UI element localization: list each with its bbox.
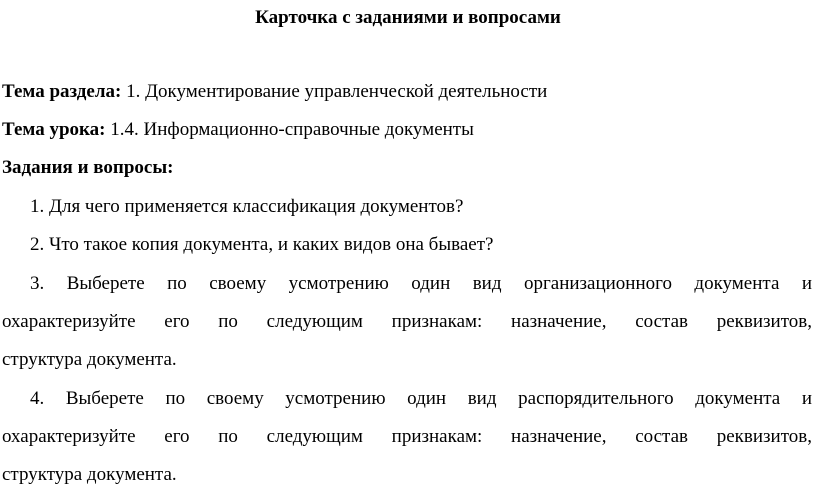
section-topic-label: Тема раздела:: [2, 81, 122, 102]
section-topic-line: [2, 80, 812, 104]
question-3-line-1: 3. Выберете по своему усмотрению один вид организационного документа и: [30, 273, 812, 294]
question-4-line-1: 4. Выберете по своему усмотрению один вид распорядительного документа и: [30, 388, 812, 409]
question-2: 2. Что такое копия документа, и каких видов она бывает?: [30, 234, 494, 255]
section-topic-value: 1. Документирование управленческой деятельности: [121, 81, 548, 102]
lesson-topic-value: 1.4. Информационно-справочные документы: [105, 119, 474, 140]
question-1: 1. Для чего применяется классификация документов?: [30, 196, 464, 217]
question-3-line-2: охарактеризуйте его по следующим признакам: назначение, состав реквизитов,: [2, 311, 812, 332]
tasks-heading: Задания и вопросы:: [2, 157, 174, 178]
lesson-topic-label: Тема урока:: [2, 119, 106, 140]
lesson-topic-line: [2, 118, 812, 142]
question-4-line-2: охарактеризуйте его по следующим признакам: назначение, состав реквизитов,: [2, 426, 812, 447]
card-title: Карточка с заданиями и вопросами: [255, 7, 561, 28]
question-4-line-3: структура документа.: [2, 464, 177, 485]
question-3-line-3: структура документа.: [2, 349, 177, 370]
